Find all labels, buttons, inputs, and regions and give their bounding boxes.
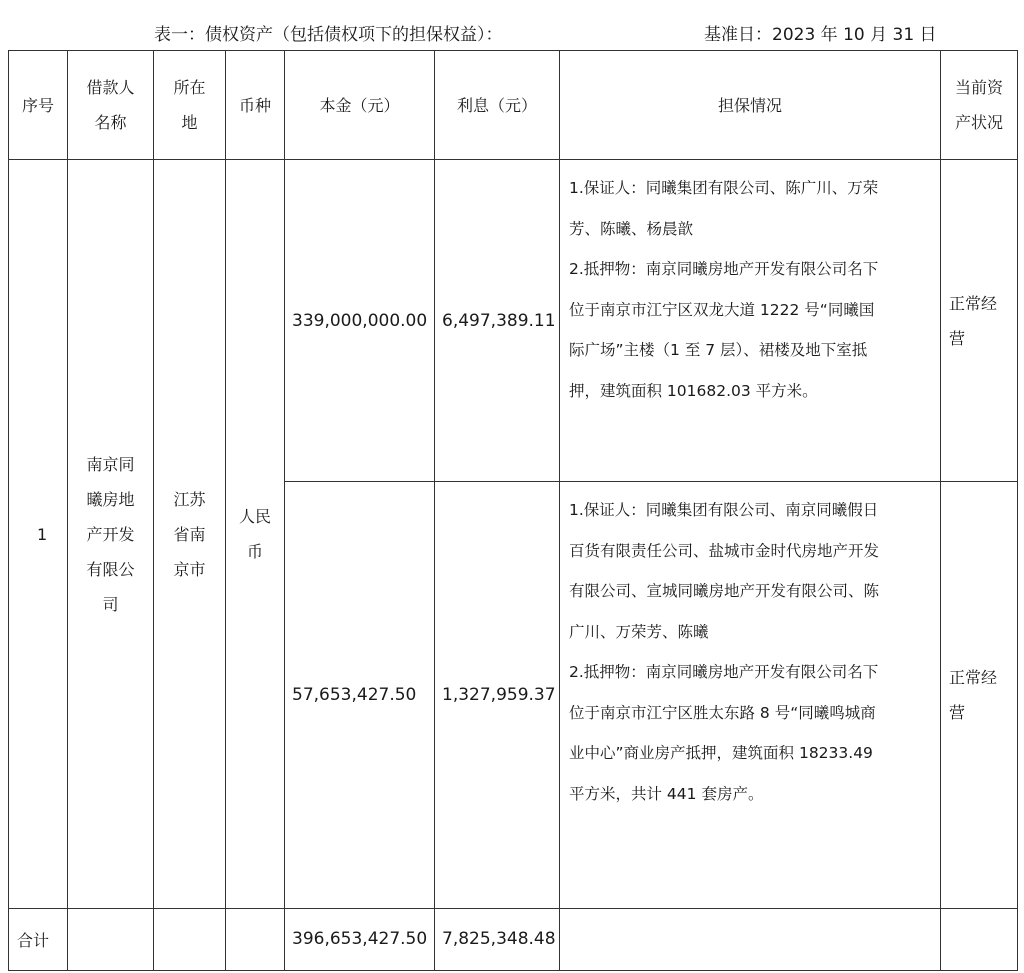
borrower-cell: 南京同 曦房地 产开发 有限公 司 xyxy=(68,160,154,909)
header-row xyxy=(9,51,1018,160)
col-header-interest: 利息（元） xyxy=(435,51,560,160)
col-header-guarantee: 担保情况 xyxy=(560,51,941,160)
currency-cell: 人民 币 xyxy=(226,160,285,909)
total-label: 合计 xyxy=(9,908,68,970)
status-cell: 正常经 营 xyxy=(941,482,1018,908)
empty-cell xyxy=(941,908,1018,970)
location-cell: 江苏 省南 京市 xyxy=(154,160,226,909)
col-header-location: 所在 地 xyxy=(154,51,226,160)
col-header-status: 当前资 产状况 xyxy=(941,51,1018,160)
empty-cell xyxy=(154,908,226,970)
empty-cell xyxy=(226,908,285,970)
status-cell: 正常经 营 xyxy=(941,160,1018,482)
interest-cell: 1,327,959.37 xyxy=(435,482,560,908)
debt-asset-table xyxy=(8,50,1018,971)
total-principal: 396,653,427.50 xyxy=(285,908,435,970)
col-header-borrower: 借款人 名称 xyxy=(68,51,154,160)
principal-cell: 57,653,427.50 xyxy=(285,482,435,908)
col-header-seq: 序号 xyxy=(9,51,68,160)
table-row xyxy=(9,160,1018,482)
base-date: 基准日：2023 年 10 月 31 日 xyxy=(704,25,937,45)
total-row xyxy=(9,908,1018,970)
table-title: 表一：债权资产（包括债权项下的担保权益）： xyxy=(154,25,503,45)
principal-cell: 339,000,000.00 xyxy=(285,160,435,482)
guarantee-cell: 1.保证人：同曦集团有限公司、陈广川、万荣 芳、陈曦、杨晨歆 2.抵押物：南京同曦房地产开发有限公司名下 位于南京市江宁区双龙大道 1222 号“同曦国 际广场”主楼（1 至 7 层）、裙楼及地下室抵 押，建筑面积 101682.03 平方米。 xyxy=(560,160,941,482)
col-header-currency: 币种 xyxy=(226,51,285,160)
col-header-principal: 本金（元） xyxy=(285,51,435,160)
empty-cell xyxy=(560,908,941,970)
interest-cell: 6,497,389.11 xyxy=(435,160,560,482)
total-interest: 7,825,348.48 xyxy=(435,908,560,970)
guarantee-cell: 1.保证人：同曦集团有限公司、南京同曦假日 百货有限责任公司、盐城市金时代房地产开发 有限公司、宣城同曦房地产开发有限公司、陈 广川、万荣芳、陈曦 2.抵押物：南京同曦房地产开发有限公司名下 位于南京市江宁区胜太东路 8 号“同曦鸣城商 业中心”商业房产抵押，建筑面积 18233.49 平方米，共计 441 套房产。 xyxy=(560,482,941,908)
empty-cell xyxy=(68,908,154,970)
seq-cell: 1 xyxy=(9,160,68,909)
